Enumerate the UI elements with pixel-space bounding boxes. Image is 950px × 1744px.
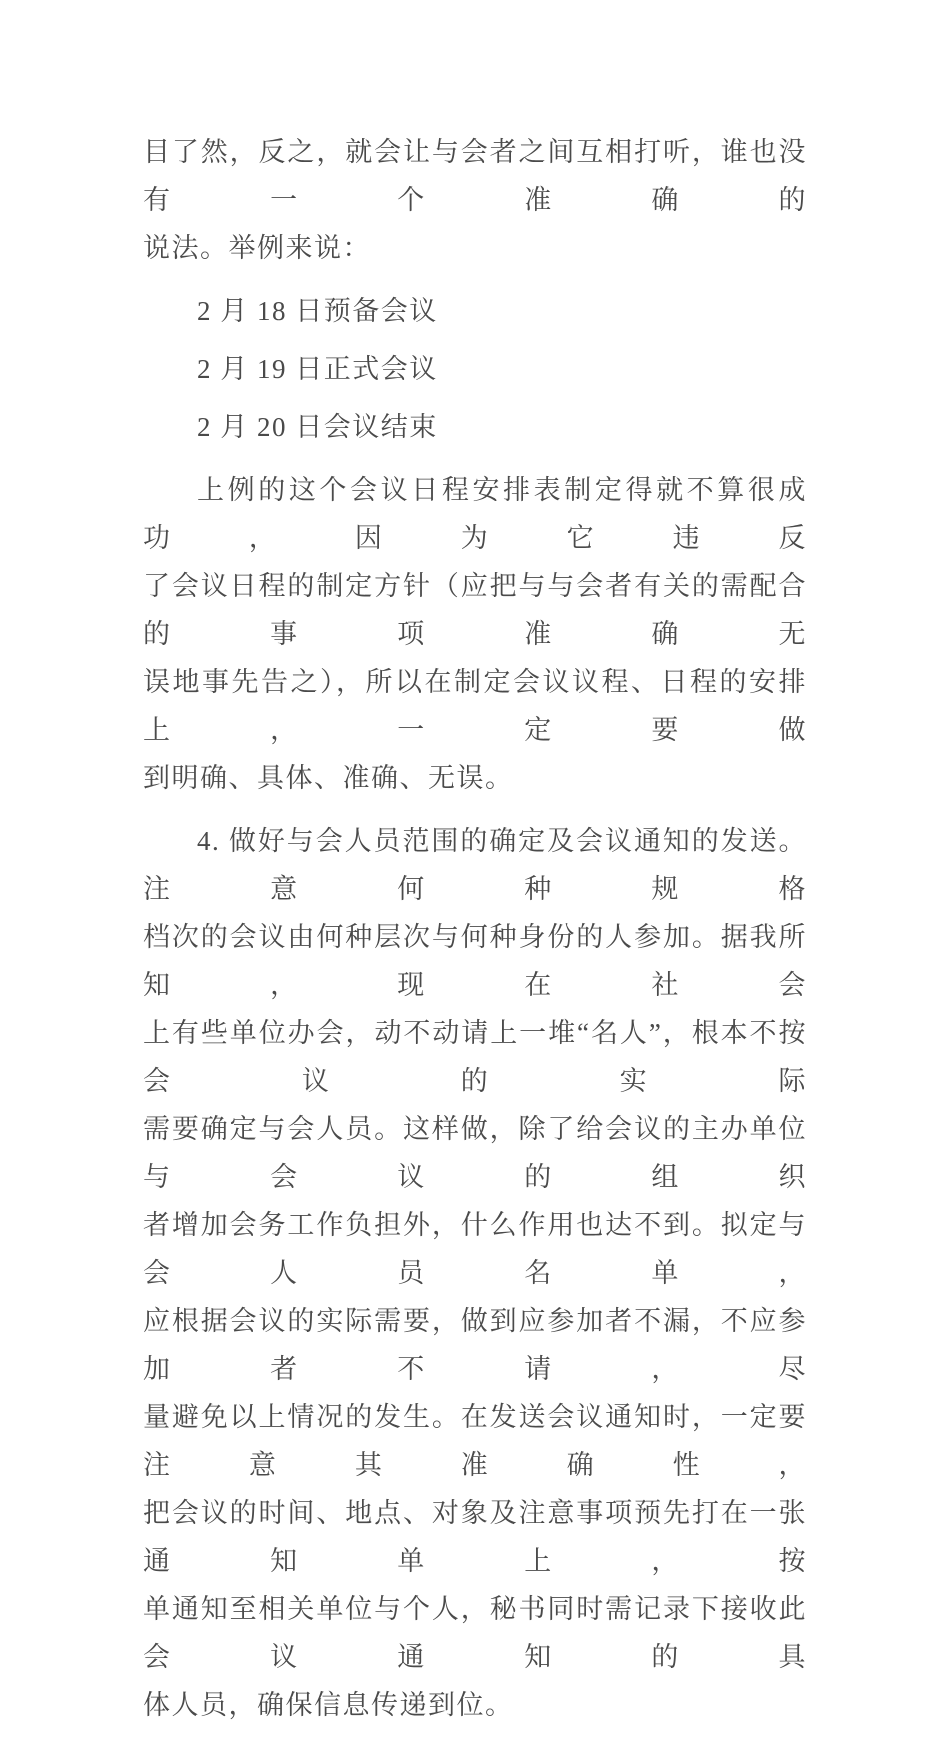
text-line: 目了然，反之，就会让与会者之间互相打听，谁也没有一个准确的: [143, 137, 807, 215]
text-line: 把会议的时间、地点、对象及注意事项预先打在一张通知单上，按: [143, 1498, 807, 1576]
text-line: 了会议日程的制定方针（应把与与会者有关的需配合的事项准确无: [143, 571, 807, 649]
text-line: 2 月 18 日预备会议: [197, 296, 438, 326]
text-line: 2 月 19 日正式会议: [197, 354, 438, 384]
text-line: 说法。举例来说：: [143, 233, 371, 263]
text-line: 误地事先告之），所以在制定会议议程、日程的安排上，一定要做: [143, 667, 807, 745]
paragraph-date: [143, 403, 807, 451]
text-line: 2 月 20 日会议结束: [197, 412, 438, 442]
text-line: 4. 做好与会人员范围的确定及会议通知的发送。注意何种规格: [143, 826, 807, 904]
paragraph: [143, 466, 807, 802]
paragraph-date: [143, 345, 807, 393]
text-line: 体人员，确保信息传递到位。: [143, 1690, 514, 1720]
paragraph: [143, 817, 807, 1729]
text-line: 单通知至相关单位与个人，秘书同时需记录下接收此会议通知的具: [143, 1594, 807, 1672]
text-line: 上例的这个会议日程安排表制定得就不算很成功，因为它违反: [143, 475, 807, 553]
paragraph-date: [143, 287, 807, 335]
text-line: 需要确定与会人员。这样做，除了给会议的主办单位与会议的组织: [143, 1114, 807, 1192]
document-page: [143, 128, 807, 1744]
text-line: 量避免以上情况的发生。在发送会议通知时，一定要注意其准确性，: [143, 1402, 807, 1480]
text-line: 到明确、具体、准确、无误。: [143, 763, 514, 793]
text-line: 者增加会务工作负担外，什么作用也达不到。拟定与会人员名单，: [143, 1210, 807, 1288]
paragraph: [143, 128, 807, 272]
text-line: 档次的会议由何种层次与何种身份的人参加。据我所知，现在社会: [143, 922, 807, 1000]
text-line: 应根据会议的实际需要，做到应参加者不漏，不应参加者不请，尽: [143, 1306, 807, 1384]
text-line: 上有些单位办会，动不动请上一堆“名人”，根本不按会议的实际: [143, 1018, 807, 1096]
